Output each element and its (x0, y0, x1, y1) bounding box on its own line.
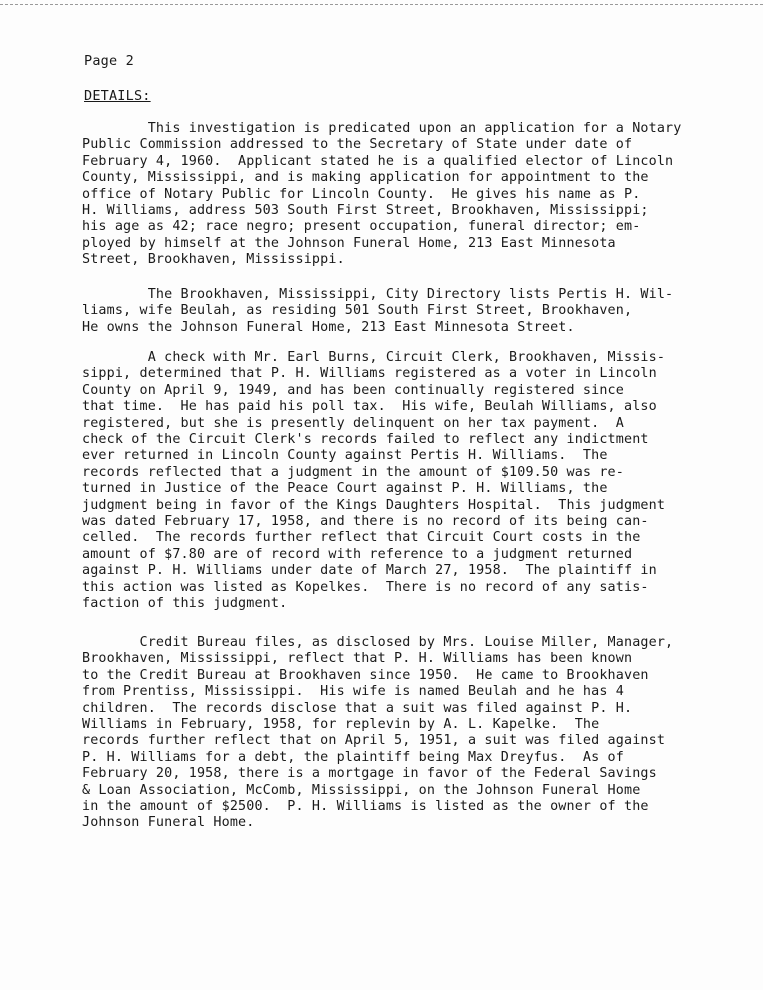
page-top-edge-divider (0, 4, 763, 5)
section-heading-details: DETAILS: (84, 88, 151, 104)
page-number-label: Page 2 (84, 53, 134, 69)
paragraph-credit-bureau: Credit Bureau files, as disclosed by Mrs. Louise Miller, Manager, Brookhaven, Mississippi, reflect that P. H. Williams has been known to the Credit Bureau at Brookhaven since 1950. He came to Brookhaven from Prentiss, Mississippi. His wife is named Beulah and he has 4 children. The records disclose that a suit was filed against P. H. Williams in February, 1958, for replevin by A. L. Kapelke. The records further reflect that on April 5, 1951, a suit was filed against P. H. Williams for a debt, the plaintiff being Max Dreyfus. As of February 20, 1958, there is a mortgage in favor of the Federal Savings & Loan Association, McComb, Mississippi, on the Johnson Funeral Home in the amount of $2500. P. H. Williams is listed as the owner of the Johnson Funeral Home. (82, 635, 674, 831)
paragraph-investigation-basis: This investigation is predicated upon an application for a Notary Public Commission addressed to the Secretary of State under date of February 4, 1960. Applicant stated he is a qualified elector of Lincoln County, Mississippi, and is making application for appointment to the office of Notary Public for Lincoln County. He gives his name as P. H. Williams, address 503 South First Street, Brookhaven, Mississippi; his age as 42; race negro; present occupation, funeral director; em- ployed by himself at the Johnson Funeral Home, 213 East Minnesota Street, Brookhaven, Mississippi. (82, 121, 682, 268)
paragraph-circuit-clerk-check: A check with Mr. Earl Burns, Circuit Clerk, Brookhaven, Missis- sippi, determined that P. H. Williams registered as a voter in Lincoln County on April 9, 1949, and has been continually registered since that time. He has paid his poll tax. His wife, Beulah Williams, also registered, but she is presently delinquent on her tax payment. A check of the Circuit Clerk's records failed to reflect any indictment ever returned in Lincoln County against Pertis H. Williams. The records reflected that a judgment in the amount of $109.50 was re- turned in Justice of the Peace Court against P. H. Williams, the judgment being in favor of the Kings Daughters Hospital. This judgment was dated February 17, 1958, and there is no record of its being can- celled. The records further reflect that Circuit Court costs in the amount of $7.80 are of record with reference to a judgment returned against P. H. Williams under date of March 27, 1958. The plaintiff in this action was listed as Kopelkes. There is no record of any satis- faction of this judgment. (82, 350, 666, 612)
paragraph-city-directory: The Brookhaven, Mississippi, City Directory lists Pertis H. Wil- liams, wife Beulah, as residing 501 South First Street, Brookhaven, He owns the Johnson Funeral Home, 213 East Minnesota Street. (82, 287, 674, 335)
